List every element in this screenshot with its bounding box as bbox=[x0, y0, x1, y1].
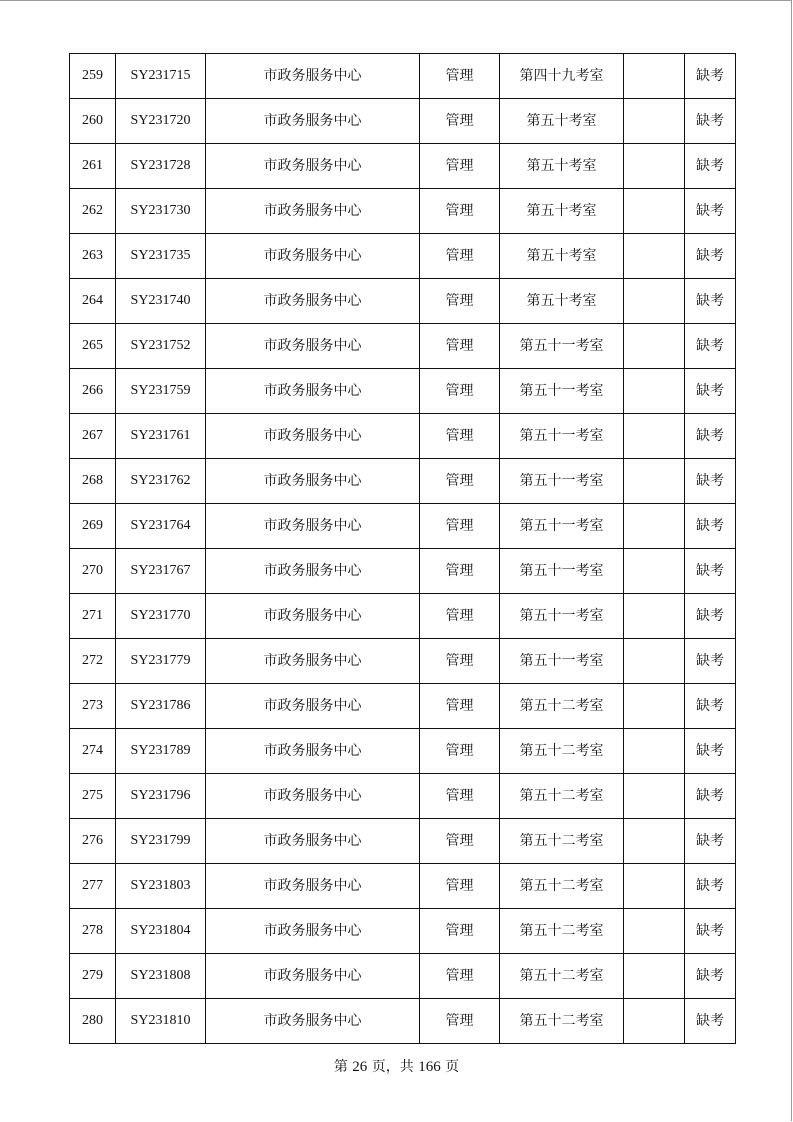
score-cell bbox=[624, 819, 685, 864]
row-number-cell: 259 bbox=[70, 54, 116, 99]
exam-room-cell: 第五十二考室 bbox=[500, 729, 624, 774]
status-cell: 缺考 bbox=[685, 144, 736, 189]
exam-room-cell: 第五十考室 bbox=[500, 99, 624, 144]
row-number-cell: 268 bbox=[70, 459, 116, 504]
category-cell: 管理 bbox=[420, 279, 500, 324]
table-row bbox=[70, 639, 736, 684]
candidate-id-cell: SY231715 bbox=[116, 54, 206, 99]
row-number-cell: 275 bbox=[70, 774, 116, 819]
exam-room-cell: 第五十二考室 bbox=[500, 864, 624, 909]
candidate-id-cell: SY231759 bbox=[116, 369, 206, 414]
candidate-id-cell: SY231796 bbox=[116, 774, 206, 819]
candidate-id-cell: SY231803 bbox=[116, 864, 206, 909]
table-row bbox=[70, 279, 736, 324]
status-cell: 缺考 bbox=[685, 324, 736, 369]
category-cell: 管理 bbox=[420, 324, 500, 369]
footer-middle: 页，共 bbox=[371, 1059, 414, 1075]
unit-cell: 市政务服务中心 bbox=[206, 234, 420, 279]
exam-room-cell: 第五十一考室 bbox=[500, 369, 624, 414]
category-cell: 管理 bbox=[420, 639, 500, 684]
candidate-id-cell: SY231764 bbox=[116, 504, 206, 549]
score-cell bbox=[624, 594, 685, 639]
exam-room-cell: 第五十考室 bbox=[500, 144, 624, 189]
category-cell: 管理 bbox=[420, 729, 500, 774]
candidate-id-cell: SY231804 bbox=[116, 909, 206, 954]
table-row bbox=[70, 324, 736, 369]
status-cell: 缺考 bbox=[685, 999, 736, 1044]
candidate-id-cell: SY231779 bbox=[116, 639, 206, 684]
table-row bbox=[70, 594, 736, 639]
exam-room-cell: 第五十一考室 bbox=[500, 324, 624, 369]
category-cell: 管理 bbox=[420, 909, 500, 954]
score-cell bbox=[624, 369, 685, 414]
row-number-cell: 264 bbox=[70, 279, 116, 324]
exam-room-cell: 第五十二考室 bbox=[500, 774, 624, 819]
score-cell bbox=[624, 234, 685, 279]
table-row bbox=[70, 864, 736, 909]
table-row bbox=[70, 189, 736, 234]
unit-cell: 市政务服务中心 bbox=[206, 459, 420, 504]
page-footer bbox=[0, 1056, 793, 1076]
row-number-cell: 278 bbox=[70, 909, 116, 954]
score-cell bbox=[624, 954, 685, 999]
unit-cell: 市政务服务中心 bbox=[206, 999, 420, 1044]
category-cell: 管理 bbox=[420, 54, 500, 99]
row-number-cell: 280 bbox=[70, 999, 116, 1044]
unit-cell: 市政务服务中心 bbox=[206, 594, 420, 639]
exam-room-cell: 第五十考室 bbox=[500, 189, 624, 234]
table-row bbox=[70, 234, 736, 279]
footer-prefix: 第 bbox=[333, 1059, 348, 1075]
row-number-cell: 260 bbox=[70, 99, 116, 144]
table-row bbox=[70, 684, 736, 729]
candidate-id-cell: SY231720 bbox=[116, 99, 206, 144]
category-cell: 管理 bbox=[420, 819, 500, 864]
unit-cell: 市政务服务中心 bbox=[206, 99, 420, 144]
category-cell: 管理 bbox=[420, 549, 500, 594]
exam-room-cell: 第五十一考室 bbox=[500, 549, 624, 594]
category-cell: 管理 bbox=[420, 504, 500, 549]
exam-room-cell: 第五十二考室 bbox=[500, 909, 624, 954]
score-cell bbox=[624, 54, 685, 99]
row-number-cell: 269 bbox=[70, 504, 116, 549]
category-cell: 管理 bbox=[420, 594, 500, 639]
score-cell bbox=[624, 504, 685, 549]
exam-room-cell: 第五十一考室 bbox=[500, 594, 624, 639]
table-row bbox=[70, 774, 736, 819]
table-body bbox=[70, 54, 736, 1044]
category-cell: 管理 bbox=[420, 864, 500, 909]
status-cell: 缺考 bbox=[685, 864, 736, 909]
unit-cell: 市政务服务中心 bbox=[206, 684, 420, 729]
candidate-id-cell: SY231808 bbox=[116, 954, 206, 999]
row-number-cell: 273 bbox=[70, 684, 116, 729]
status-cell: 缺考 bbox=[685, 819, 736, 864]
table-row bbox=[70, 459, 736, 504]
exam-room-cell: 第五十二考室 bbox=[500, 684, 624, 729]
status-cell: 缺考 bbox=[685, 414, 736, 459]
unit-cell: 市政务服务中心 bbox=[206, 369, 420, 414]
score-cell bbox=[624, 99, 685, 144]
unit-cell: 市政务服务中心 bbox=[206, 549, 420, 594]
score-cell bbox=[624, 459, 685, 504]
row-number-cell: 267 bbox=[70, 414, 116, 459]
status-cell: 缺考 bbox=[685, 594, 736, 639]
results-table bbox=[69, 53, 736, 1044]
candidate-id-cell: SY231762 bbox=[116, 459, 206, 504]
table-row bbox=[70, 54, 736, 99]
category-cell: 管理 bbox=[420, 234, 500, 279]
status-cell: 缺考 bbox=[685, 909, 736, 954]
score-cell bbox=[624, 144, 685, 189]
status-cell: 缺考 bbox=[685, 459, 736, 504]
table-row bbox=[70, 729, 736, 774]
status-cell: 缺考 bbox=[685, 954, 736, 999]
score-cell bbox=[624, 324, 685, 369]
exam-room-cell: 第五十一考室 bbox=[500, 414, 624, 459]
status-cell: 缺考 bbox=[685, 279, 736, 324]
score-cell bbox=[624, 549, 685, 594]
row-number-cell: 266 bbox=[70, 369, 116, 414]
row-number-cell: 271 bbox=[70, 594, 116, 639]
category-cell: 管理 bbox=[420, 684, 500, 729]
exam-room-cell: 第五十考室 bbox=[500, 234, 624, 279]
status-cell: 缺考 bbox=[685, 504, 736, 549]
candidate-id-cell: SY231789 bbox=[116, 729, 206, 774]
category-cell: 管理 bbox=[420, 414, 500, 459]
unit-cell: 市政务服务中心 bbox=[206, 279, 420, 324]
unit-cell: 市政务服务中心 bbox=[206, 639, 420, 684]
exam-room-cell: 第五十考室 bbox=[500, 279, 624, 324]
exam-room-cell: 第五十二考室 bbox=[500, 954, 624, 999]
status-cell: 缺考 bbox=[685, 234, 736, 279]
category-cell: 管理 bbox=[420, 459, 500, 504]
exam-room-cell: 第五十一考室 bbox=[500, 639, 624, 684]
unit-cell: 市政务服务中心 bbox=[206, 144, 420, 189]
footer-current-page: 26 bbox=[352, 1059, 368, 1075]
table-row bbox=[70, 954, 736, 999]
candidate-id-cell: SY231761 bbox=[116, 414, 206, 459]
row-number-cell: 277 bbox=[70, 864, 116, 909]
category-cell: 管理 bbox=[420, 144, 500, 189]
status-cell: 缺考 bbox=[685, 774, 736, 819]
table-row bbox=[70, 99, 736, 144]
unit-cell: 市政务服务中心 bbox=[206, 504, 420, 549]
score-cell bbox=[624, 999, 685, 1044]
row-number-cell: 279 bbox=[70, 954, 116, 999]
score-cell bbox=[624, 189, 685, 234]
candidate-id-cell: SY231740 bbox=[116, 279, 206, 324]
status-cell: 缺考 bbox=[685, 99, 736, 144]
status-cell: 缺考 bbox=[685, 684, 736, 729]
score-cell bbox=[624, 414, 685, 459]
table-row bbox=[70, 369, 736, 414]
category-cell: 管理 bbox=[420, 999, 500, 1044]
table-row bbox=[70, 999, 736, 1044]
unit-cell: 市政务服务中心 bbox=[206, 774, 420, 819]
table-row bbox=[70, 414, 736, 459]
unit-cell: 市政务服务中心 bbox=[206, 54, 420, 99]
row-number-cell: 265 bbox=[70, 324, 116, 369]
table-row bbox=[70, 144, 736, 189]
row-number-cell: 262 bbox=[70, 189, 116, 234]
candidate-id-cell: SY231767 bbox=[116, 549, 206, 594]
candidate-id-cell: SY231799 bbox=[116, 819, 206, 864]
candidate-id-cell: SY231735 bbox=[116, 234, 206, 279]
unit-cell: 市政务服务中心 bbox=[206, 189, 420, 234]
status-cell: 缺考 bbox=[685, 549, 736, 594]
unit-cell: 市政务服务中心 bbox=[206, 864, 420, 909]
status-cell: 缺考 bbox=[685, 369, 736, 414]
score-cell bbox=[624, 279, 685, 324]
unit-cell: 市政务服务中心 bbox=[206, 954, 420, 999]
score-cell bbox=[624, 729, 685, 774]
unit-cell: 市政务服务中心 bbox=[206, 909, 420, 954]
category-cell: 管理 bbox=[420, 774, 500, 819]
candidate-id-cell: SY231770 bbox=[116, 594, 206, 639]
category-cell: 管理 bbox=[420, 369, 500, 414]
table-row bbox=[70, 909, 736, 954]
score-cell bbox=[624, 774, 685, 819]
candidate-id-cell: SY231752 bbox=[116, 324, 206, 369]
exam-room-cell: 第五十一考室 bbox=[500, 504, 624, 549]
score-cell bbox=[624, 639, 685, 684]
row-number-cell: 261 bbox=[70, 144, 116, 189]
row-number-cell: 263 bbox=[70, 234, 116, 279]
status-cell: 缺考 bbox=[685, 189, 736, 234]
table-row bbox=[70, 549, 736, 594]
score-cell bbox=[624, 864, 685, 909]
footer-total-pages: 166 bbox=[418, 1059, 441, 1075]
category-cell: 管理 bbox=[420, 954, 500, 999]
footer-suffix: 页 bbox=[445, 1059, 460, 1075]
status-cell: 缺考 bbox=[685, 729, 736, 774]
row-number-cell: 272 bbox=[70, 639, 116, 684]
status-cell: 缺考 bbox=[685, 639, 736, 684]
exam-room-cell: 第五十二考室 bbox=[500, 999, 624, 1044]
unit-cell: 市政务服务中心 bbox=[206, 414, 420, 459]
candidate-id-cell: SY231810 bbox=[116, 999, 206, 1044]
table-row bbox=[70, 504, 736, 549]
unit-cell: 市政务服务中心 bbox=[206, 819, 420, 864]
candidate-id-cell: SY231786 bbox=[116, 684, 206, 729]
exam-room-cell: 第四十九考室 bbox=[500, 54, 624, 99]
row-number-cell: 274 bbox=[70, 729, 116, 774]
table-row bbox=[70, 819, 736, 864]
row-number-cell: 276 bbox=[70, 819, 116, 864]
row-number-cell: 270 bbox=[70, 549, 116, 594]
exam-room-cell: 第五十一考室 bbox=[500, 459, 624, 504]
score-cell bbox=[624, 909, 685, 954]
category-cell: 管理 bbox=[420, 189, 500, 234]
exam-room-cell: 第五十二考室 bbox=[500, 819, 624, 864]
category-cell: 管理 bbox=[420, 99, 500, 144]
unit-cell: 市政务服务中心 bbox=[206, 324, 420, 369]
score-cell bbox=[624, 684, 685, 729]
candidate-id-cell: SY231728 bbox=[116, 144, 206, 189]
candidate-id-cell: SY231730 bbox=[116, 189, 206, 234]
unit-cell: 市政务服务中心 bbox=[206, 729, 420, 774]
status-cell: 缺考 bbox=[685, 54, 736, 99]
